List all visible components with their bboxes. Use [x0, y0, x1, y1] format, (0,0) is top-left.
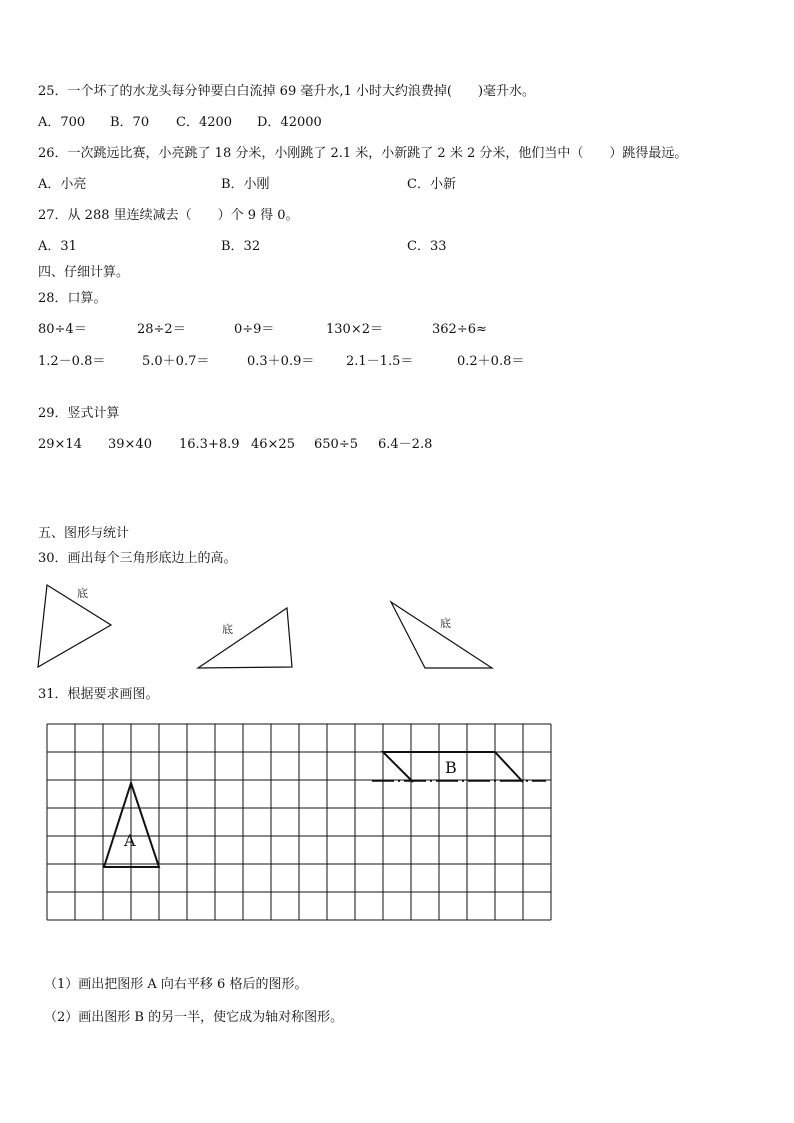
- shape-a-label: A: [124, 831, 136, 850]
- q28-calc: 80÷4＝: [38, 322, 87, 337]
- q31-task-1: （1）画出把图形 A 向右平移 6 格后的图形。: [44, 977, 308, 992]
- q29-item: 46×25: [251, 437, 295, 452]
- q27-option-b[interactable]: B．32: [221, 239, 261, 254]
- q28-text: 28．口算。: [38, 291, 107, 306]
- q26-option-b[interactable]: B．小刚: [221, 177, 270, 192]
- section4-title: 四、仔细计算。: [38, 265, 130, 280]
- q29-item: 6.4－2.8: [378, 437, 433, 452]
- q31-text: 31．根据要求画图。: [38, 687, 159, 702]
- q26-option-c[interactable]: C．小新: [407, 177, 456, 192]
- base-label-2: 底: [222, 623, 233, 636]
- q26-option-a[interactable]: A．小亮: [38, 177, 87, 192]
- q29-item: 39×40: [108, 437, 152, 452]
- base-label-3: 底: [440, 617, 451, 630]
- q27-text: 27．从 288 里连续减去（ ）个 9 得 0。: [38, 208, 299, 223]
- q25-option-d[interactable]: D．42000: [257, 115, 322, 130]
- q29-item: 16.3+8.9: [179, 437, 240, 452]
- q28-calc: 0.3＋0.9＝: [247, 354, 315, 369]
- q28-calc: 5.0＋0.7＝: [142, 354, 210, 369]
- q28-calc: 130×2＝: [326, 322, 383, 337]
- shape-b-label: B: [445, 758, 457, 777]
- q25-text: 25．一个坏了的水龙头每分钟要白白流掉 69 毫升水,1 小时大约浪费掉( )毫升水。: [38, 84, 536, 99]
- section5-title: 五、图形与统计: [38, 526, 130, 541]
- q29-text: 29．竖式计算: [38, 406, 120, 421]
- q28-calc: 2.1－1.5＝: [346, 354, 414, 369]
- q29-item: 650÷5: [314, 437, 358, 452]
- square-grid: [47, 724, 551, 920]
- q29-item: 29×14: [38, 437, 82, 452]
- q28-calc: 1.2－0.8＝: [38, 354, 106, 369]
- q28-calc: 28÷2＝: [137, 322, 186, 337]
- q28-calc: 0÷9＝: [234, 322, 275, 337]
- q28-calc: 0.2＋0.8＝: [457, 354, 525, 369]
- base-label-1: 底: [77, 587, 88, 600]
- q25-option-c[interactable]: C．4200: [176, 115, 233, 130]
- q25-option-a[interactable]: A．700: [38, 115, 86, 130]
- q27-option-c[interactable]: C．33: [407, 239, 447, 254]
- q30-text: 30．画出每个三角形底边上的高。: [38, 551, 237, 566]
- q28-calc: 362÷6≈: [432, 322, 487, 337]
- q25-option-b[interactable]: B．70: [110, 115, 150, 130]
- q27-option-a[interactable]: A．31: [38, 239, 77, 254]
- q31-task-2: （2）画出图形 B 的另一半，使它成为轴对称图形。: [44, 1010, 344, 1025]
- q26-text: 26．一次跳远比赛，小亮跳了 18 分米，小刚跳了 2.1 米，小新跳了 2 米 2 分米，他们当中（ ）跳得最远。: [38, 146, 688, 161]
